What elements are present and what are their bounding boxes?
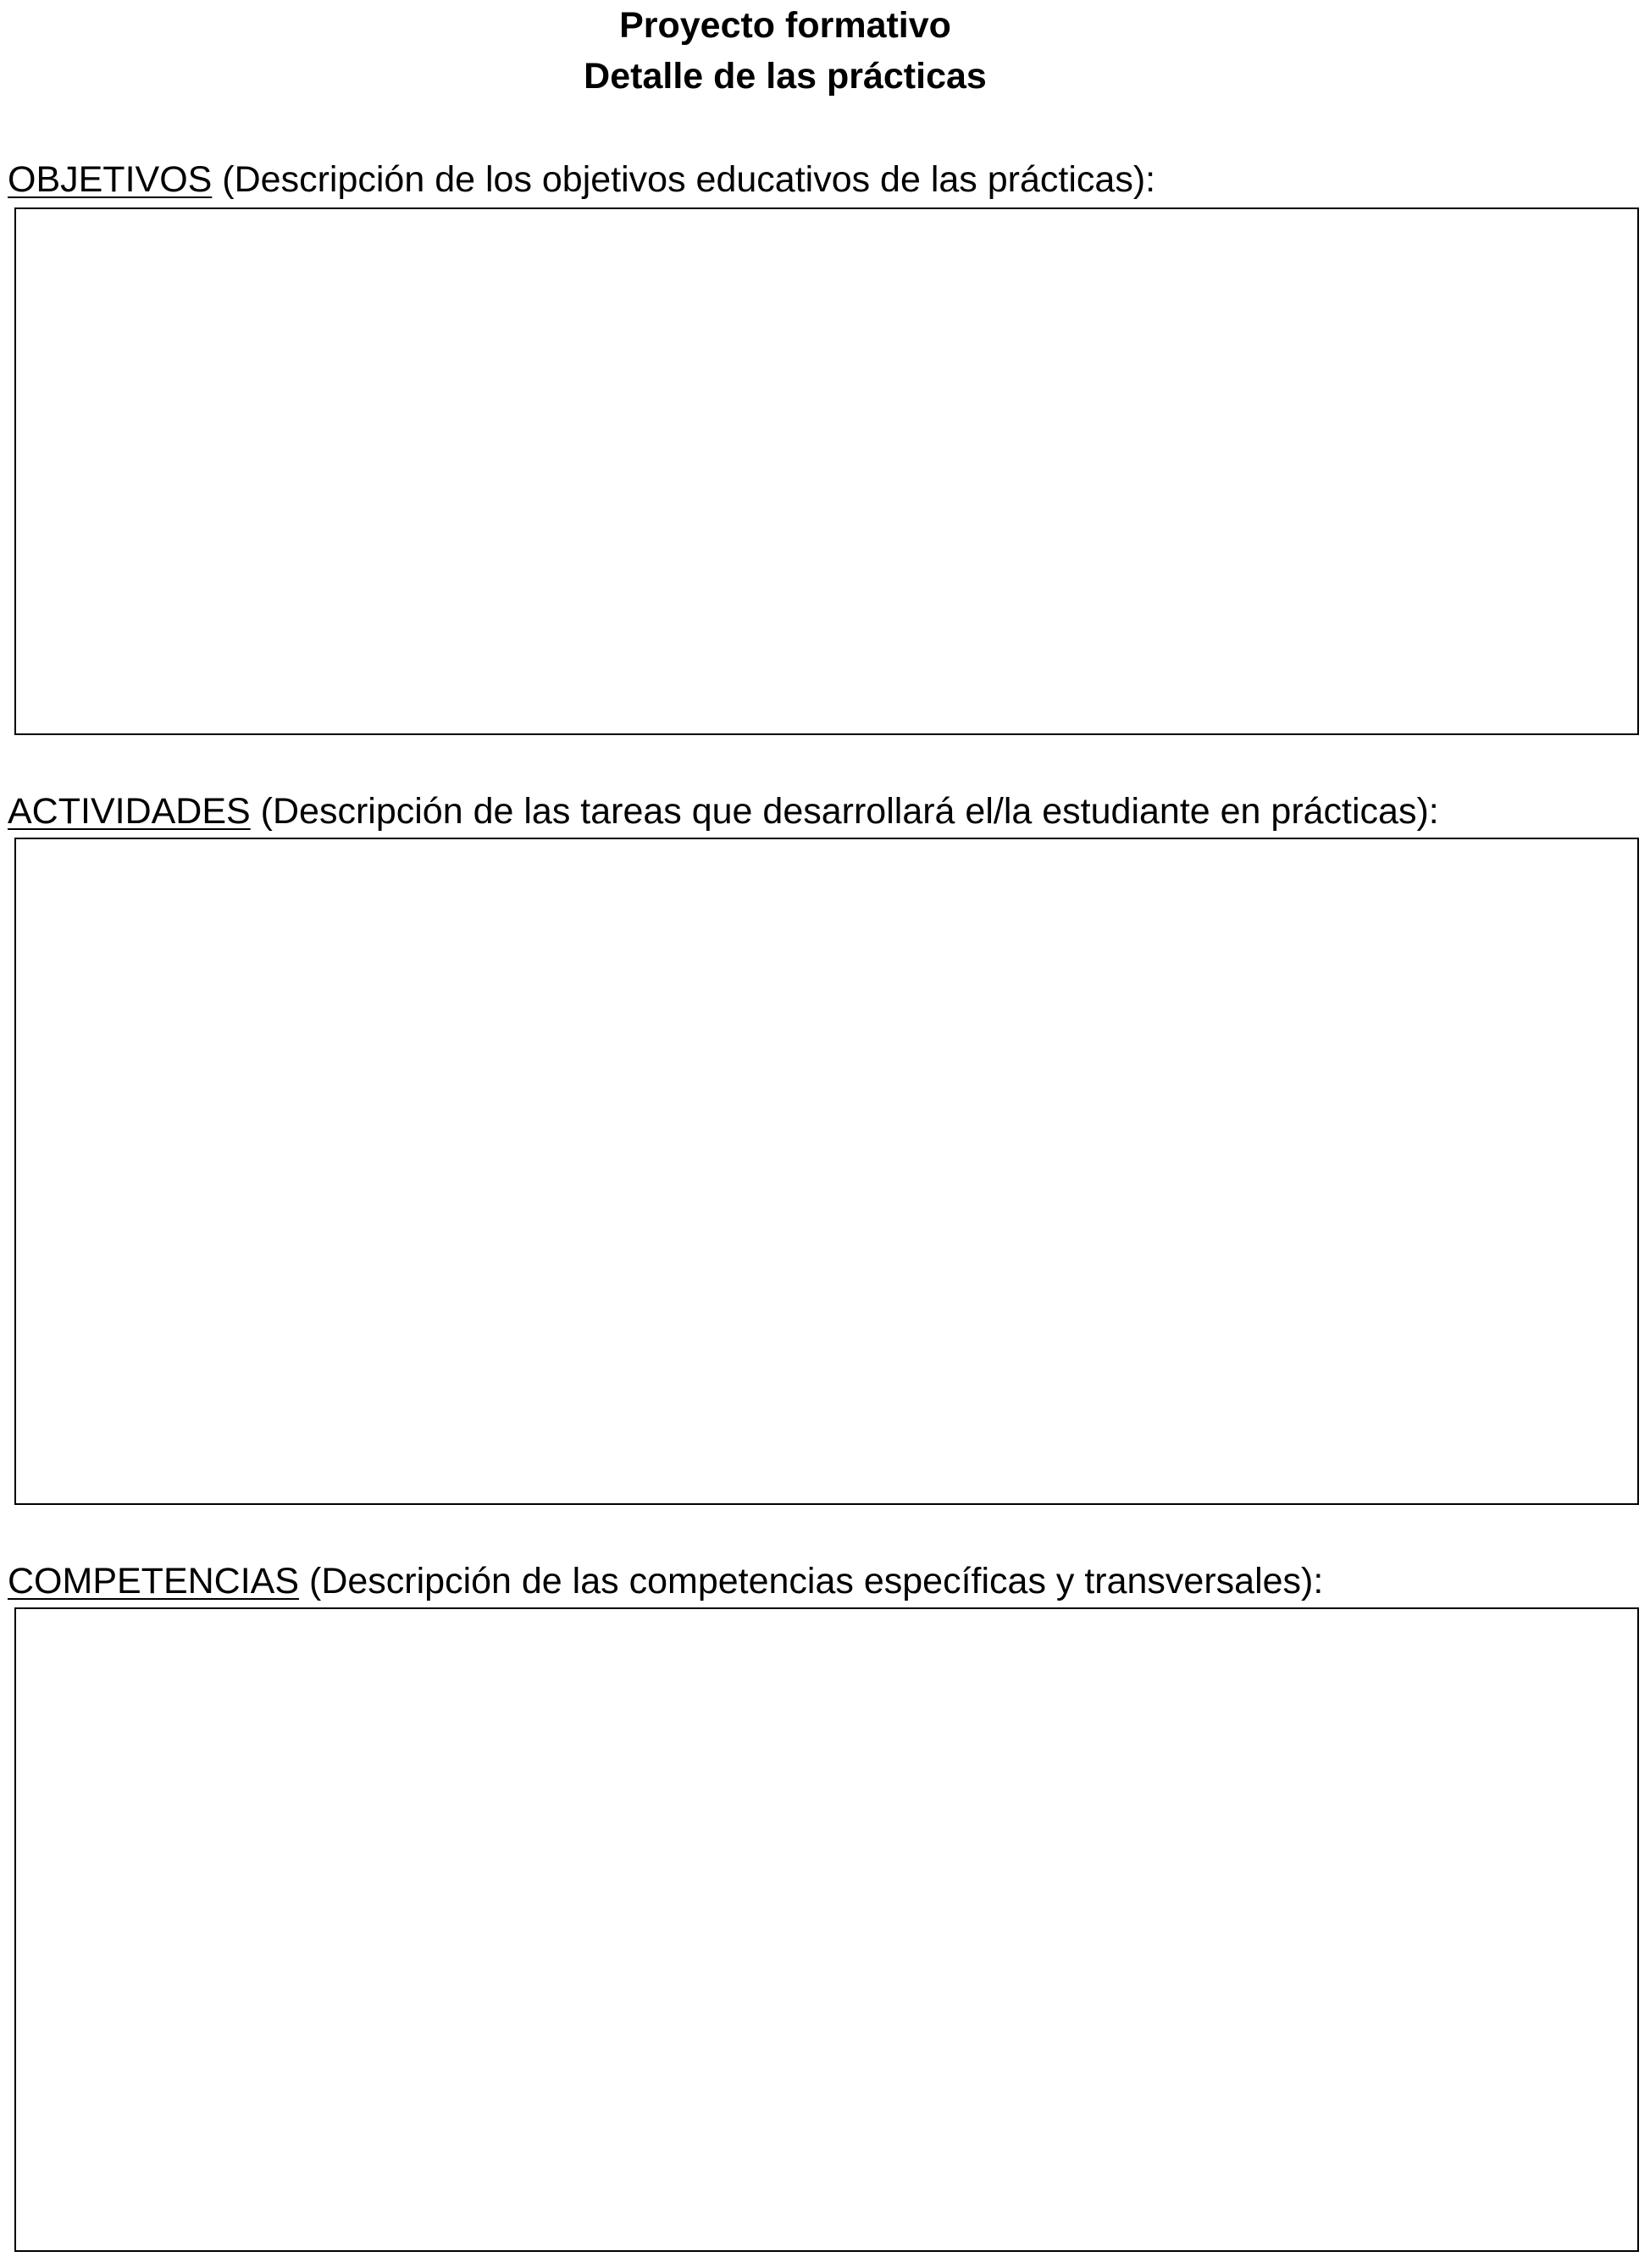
competencias-description: (Descripción de las competencias específicas y transversales): [299, 1561, 1324, 1601]
actividades-text-box[interactable] [14, 838, 1639, 1505]
objetivos-text-box[interactable] [14, 207, 1639, 735]
objetivos-label [8, 154, 1155, 205]
actividades-description: (Descripción de las tareas que desarrollará el/la estudiante en prácticas): [250, 791, 1439, 832]
document-title: Proyecto formativo [619, 5, 951, 46]
actividades-heading: ACTIVIDADES [8, 791, 251, 832]
competencias-text-box[interactable] [14, 1607, 1639, 2252]
objetivos-description: (Descripción de los objetivos educativos de las prácticas): [212, 159, 1156, 200]
objetivos-heading: OBJETIVOS [8, 159, 213, 200]
document-subtitle: Detalle de las prácticas [584, 56, 987, 97]
competencias-label [8, 1556, 1323, 1607]
competencias-heading: COMPETENCIAS [8, 1561, 300, 1601]
actividades-label [8, 786, 1439, 837]
